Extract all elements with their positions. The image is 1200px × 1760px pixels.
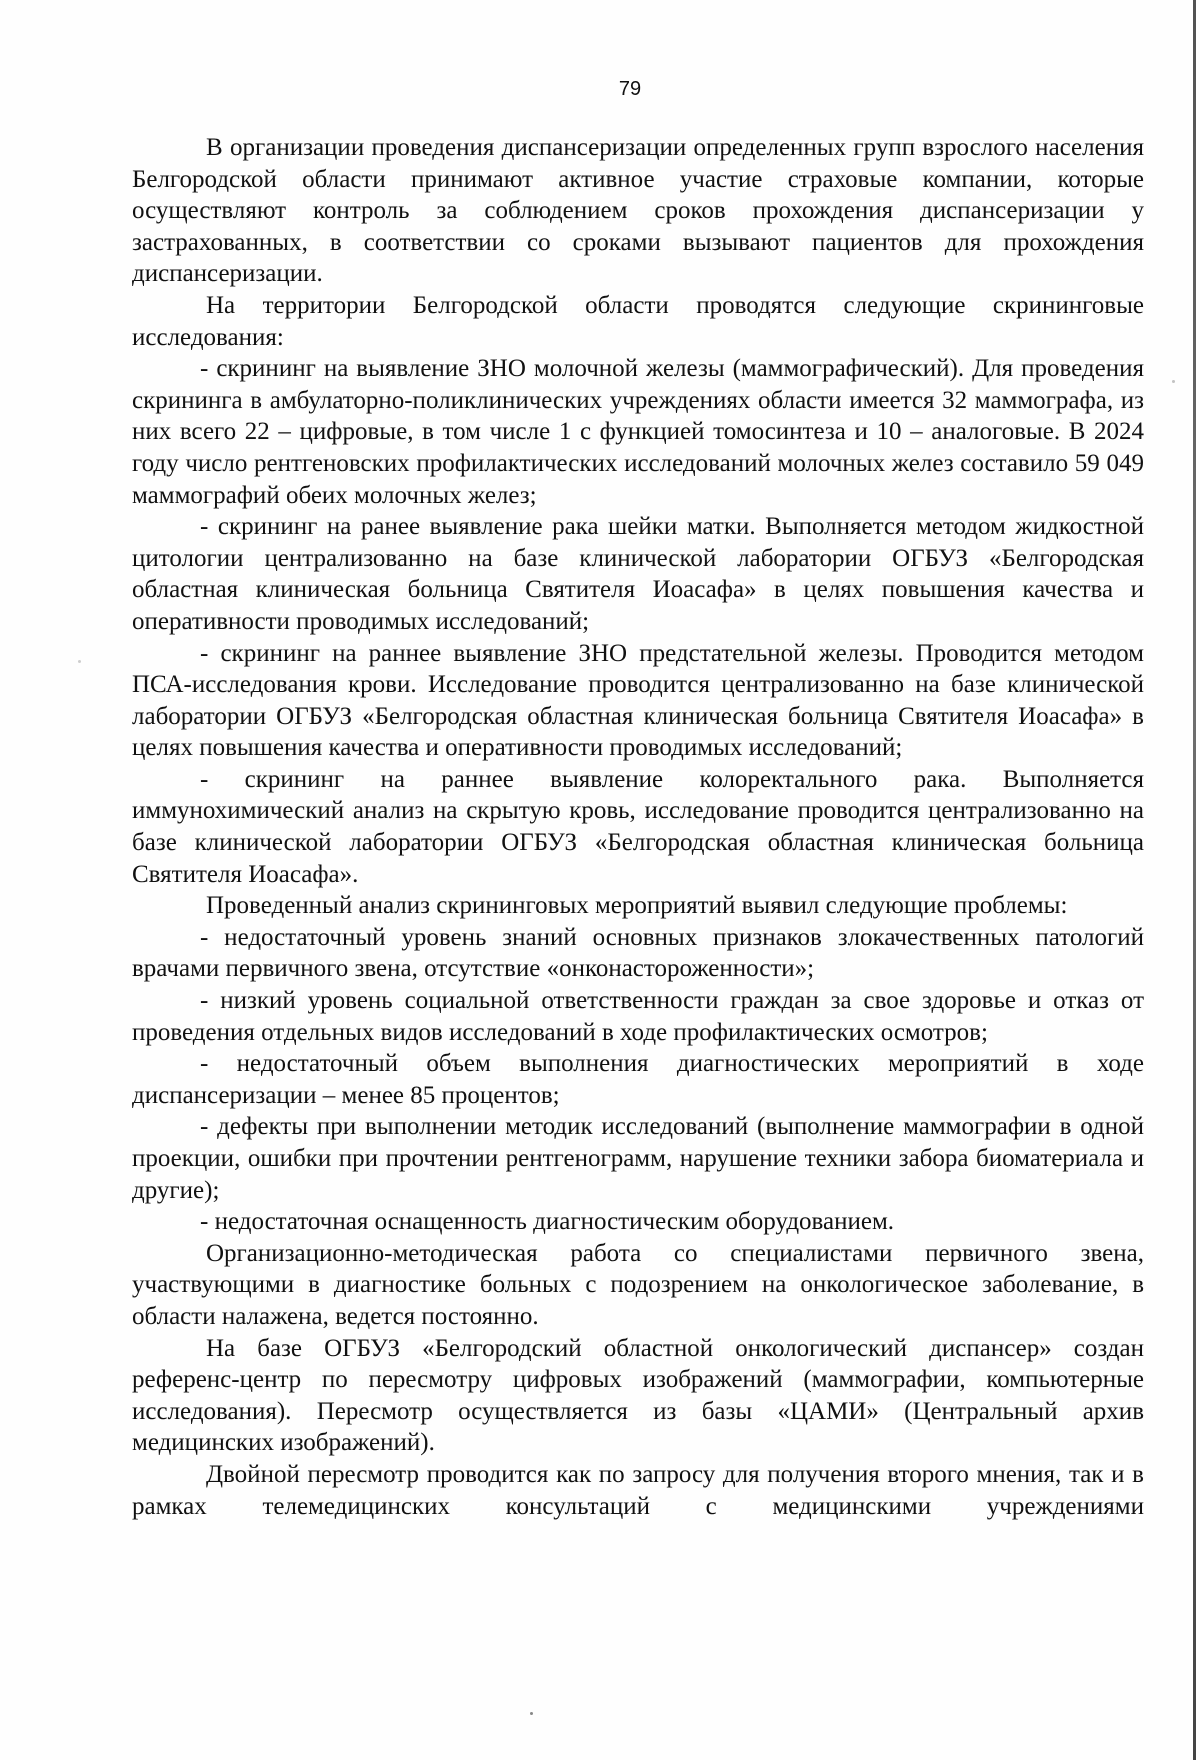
list-item-prostate-screening: - скрининг на раннее выявление ЗНО предстательной железы. Проводится методом ПСА-исследования крови. Исследование проводится централизованно на базе клинической лаборатории ОГБУЗ «Белгородская областная клиническая больница Святителя Иоасафа» в целях повышения качества и оперативности проводимых исследований; [132, 639, 1144, 762]
list-item-breast-screening: - скрининг на выявление ЗНО молочной железы (маммографический). Для проведения скрининга в амбулаторно-поликлинических учреждениях области имеется 32 маммографа, из них всего 22 – цифровые, в том числе 1 с функцией томосинтеза и 10 – аналоговые. В 2024 году число рентгеновских профилактических исследований молочных желез составило 59 049 маммографий обеих молочных желез; [132, 355, 1144, 509]
paragraph-insurance-companies: В организации проведения диспансеризации определенных групп взрослого населения Белгородской области принимают активное участие страховые компании, которые осуществляют контроль за соблюдением сроков прохождения диспансеризации у застрахованных, в соответствии со сроками вызывают пациентов для прохождения диспансеризации. [132, 134, 1144, 288]
paragraph-screening-intro: На территории Белгородской области проводятся следующие скрининговые исследования: [132, 291, 1144, 351]
page-number: 79 [618, 78, 642, 100]
paragraph-problems-intro: Проведенный анализ скрининговых мероприятий выявил следующие проблемы: [206, 892, 1068, 920]
list-item-problem-equipment: - недостаточная оснащенность диагностическим оборудованием. [200, 1208, 895, 1236]
scan-speck [1172, 380, 1175, 383]
list-item-problem-knowledge: - недостаточный уровень знаний основных признаков злокачественных патологий врачами первичного звена, отсутствие «онконастороженности»; [132, 923, 1144, 983]
paragraph-methodical-work: Организационно-методическая работа со специалистами первичного звена, участвующими в диагностике больных с подозрением на онкологическое заболевание, в области налажена, ведется постоянно. [132, 1239, 1144, 1330]
list-item-problem-defects: - дефекты при выполнении методик исследований (выполнение маммографии в одной проекции, ошибки при прочтении рентгенограмм, нарушение техники забора биоматериала и другие); [132, 1113, 1144, 1204]
paragraph-reference-center: На базе ОГБУЗ «Белгородский областной онкологический диспансер» создан референс-центр по пересмотру цифровых изображений (маммографии, компьютерные исследования). Пересмотр осуществляется из базы «ЦАМИ» (Центральный архив медицинских изображений). [132, 1334, 1144, 1457]
list-item-cervical-screening: - скрининг на ранее выявление рака шейки матки. Выполняется методом жидкостной цитологии централизованно на базе клинической лаборатории ОГБУЗ «Белгородская областная клиническая больница Святителя Иоасафа» в целях повышения качества и оперативности проводимых исследований; [132, 513, 1144, 635]
list-item-colorectal-screening: - скрининг на раннее выявление колоректального рака. Выполняется иммунохимический анализ на скрытую кровь, исследование проводится централизованно на базе клинической лаборатории ОГБУЗ «Белгородская областная клиническая больница Святителя Иоасафа». [132, 765, 1144, 888]
scan-speck [78, 660, 81, 663]
scan-speck [530, 1712, 533, 1715]
list-item-problem-responsibility: - низкий уровень социальной ответственности граждан за свое здоровье и отказ от проведения отдельных видов исследований в ходе профилактических осмотров; [132, 987, 1144, 1046]
document-body [132, 132, 1144, 1522]
list-item-problem-volume: - недостаточный объем выполнения диагностических мероприятий в ходе диспансеризации – менее 85 процентов; [132, 1050, 1144, 1109]
scan-edge-line [1193, 0, 1196, 1760]
paragraph-double-review: Двойной пересмотр проводится как по запросу для получения второго мнения, так и в рамках телемедицинских консультаций с медицинскими учреждениями [132, 1460, 1144, 1520]
